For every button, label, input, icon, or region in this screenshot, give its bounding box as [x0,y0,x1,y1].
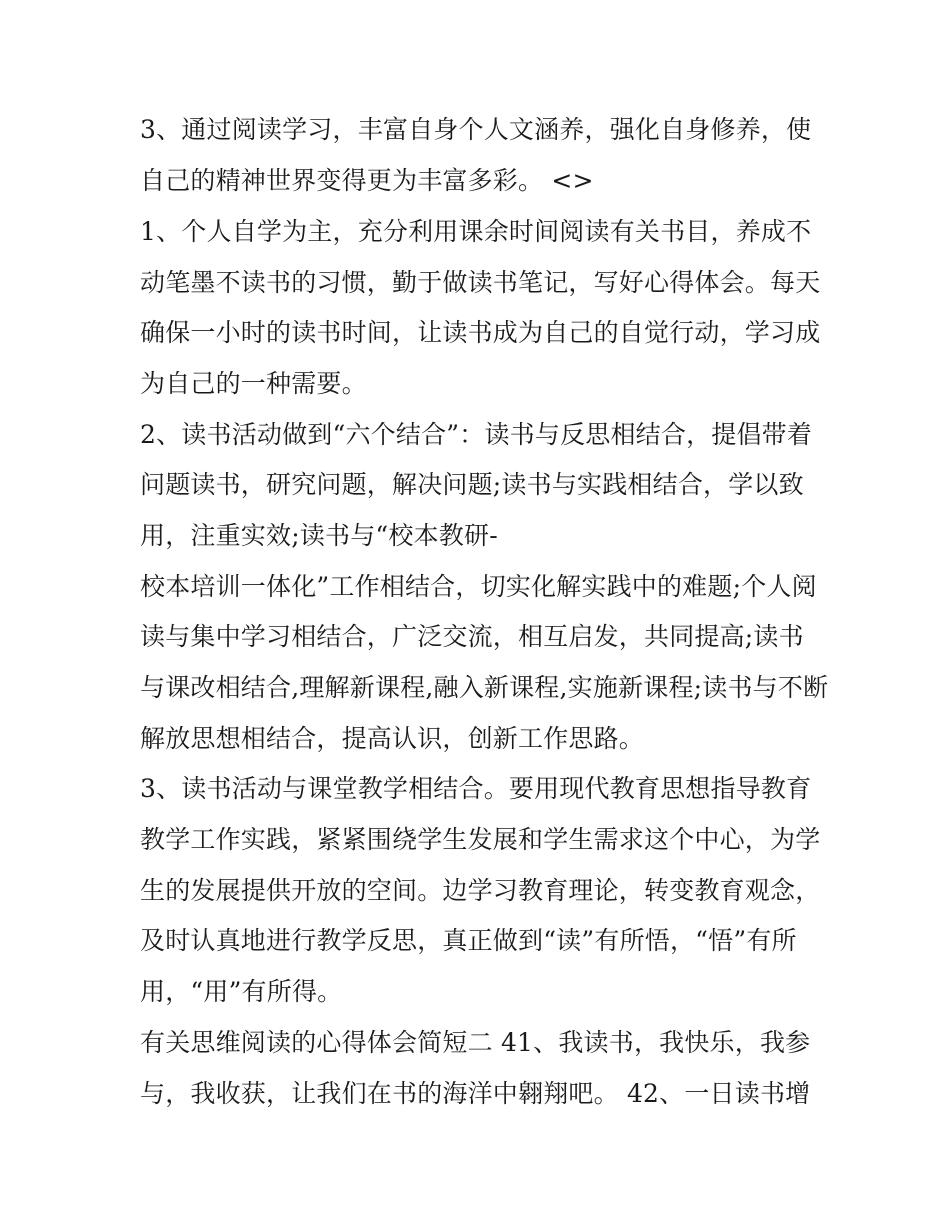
text-line: 1、个人自学为主，充分利用课余时间阅读有关书目，养成不 [140,217,812,246]
text-line: 问题读书，研究问题，解决问题;读书与实践相结合，学以致 [140,470,804,499]
text-line: 校本培训一体化”工作相结合，切实化解实践中的难题;个人阅 [140,572,817,601]
text-line: 用，“用”有所得。 [140,977,343,1006]
text-line: 解放思想相结合，提高认识，创新工作思路。 [140,724,645,753]
text-line: 用，注重实效;读书与“校本教研- [140,521,498,550]
text-line: 动笔墨不读书的习惯，勤于做读书笔记，写好心得体会。每天 [140,268,821,297]
text-line: 3、通过阅读学习，丰富自身个人文涵养，强化自身修养，使 [140,115,812,144]
text-line: 为自己的一种需要。 [140,369,367,398]
text-line: 及时认真地进行教学反思，真正做到“读”有所悟，“悟”有所 [140,926,797,955]
text-line: 与，我收获，让我们在书的海洋中翱翔吧。 42、一日读书增 [140,1079,811,1108]
text-line: 与课改相结合,理解新课程,融入新课程,实施新课程;读书与不断 [140,673,829,702]
text-line: 2、读书活动做到“六个结合”：读书与反思相结合，提倡带着 [140,420,813,449]
text-line: 有关思维阅读的心得体会简短二 41、我读书，我快乐，我参 [140,1028,811,1057]
text-line: 教学工作实践，紧紧围绕学生发展和学生需求这个中心，为学 [140,825,821,854]
text-line: 确保一小时的读书时间，让读书成为自己的自觉行动，学习成 [140,318,821,347]
text-line: 生的发展提供开放的空间。边学习教育理论，转变教育观念， [140,876,821,905]
text-line: 3、读书活动与课堂教学相结合。要用现代教育思想指导教育 [140,774,812,803]
text-line: 自己的精神世界变得更为丰富多彩。 <> [140,166,594,195]
text-line: 读与集中学习相结合，广泛交流，相互启发，共同提高;读书 [140,622,804,651]
